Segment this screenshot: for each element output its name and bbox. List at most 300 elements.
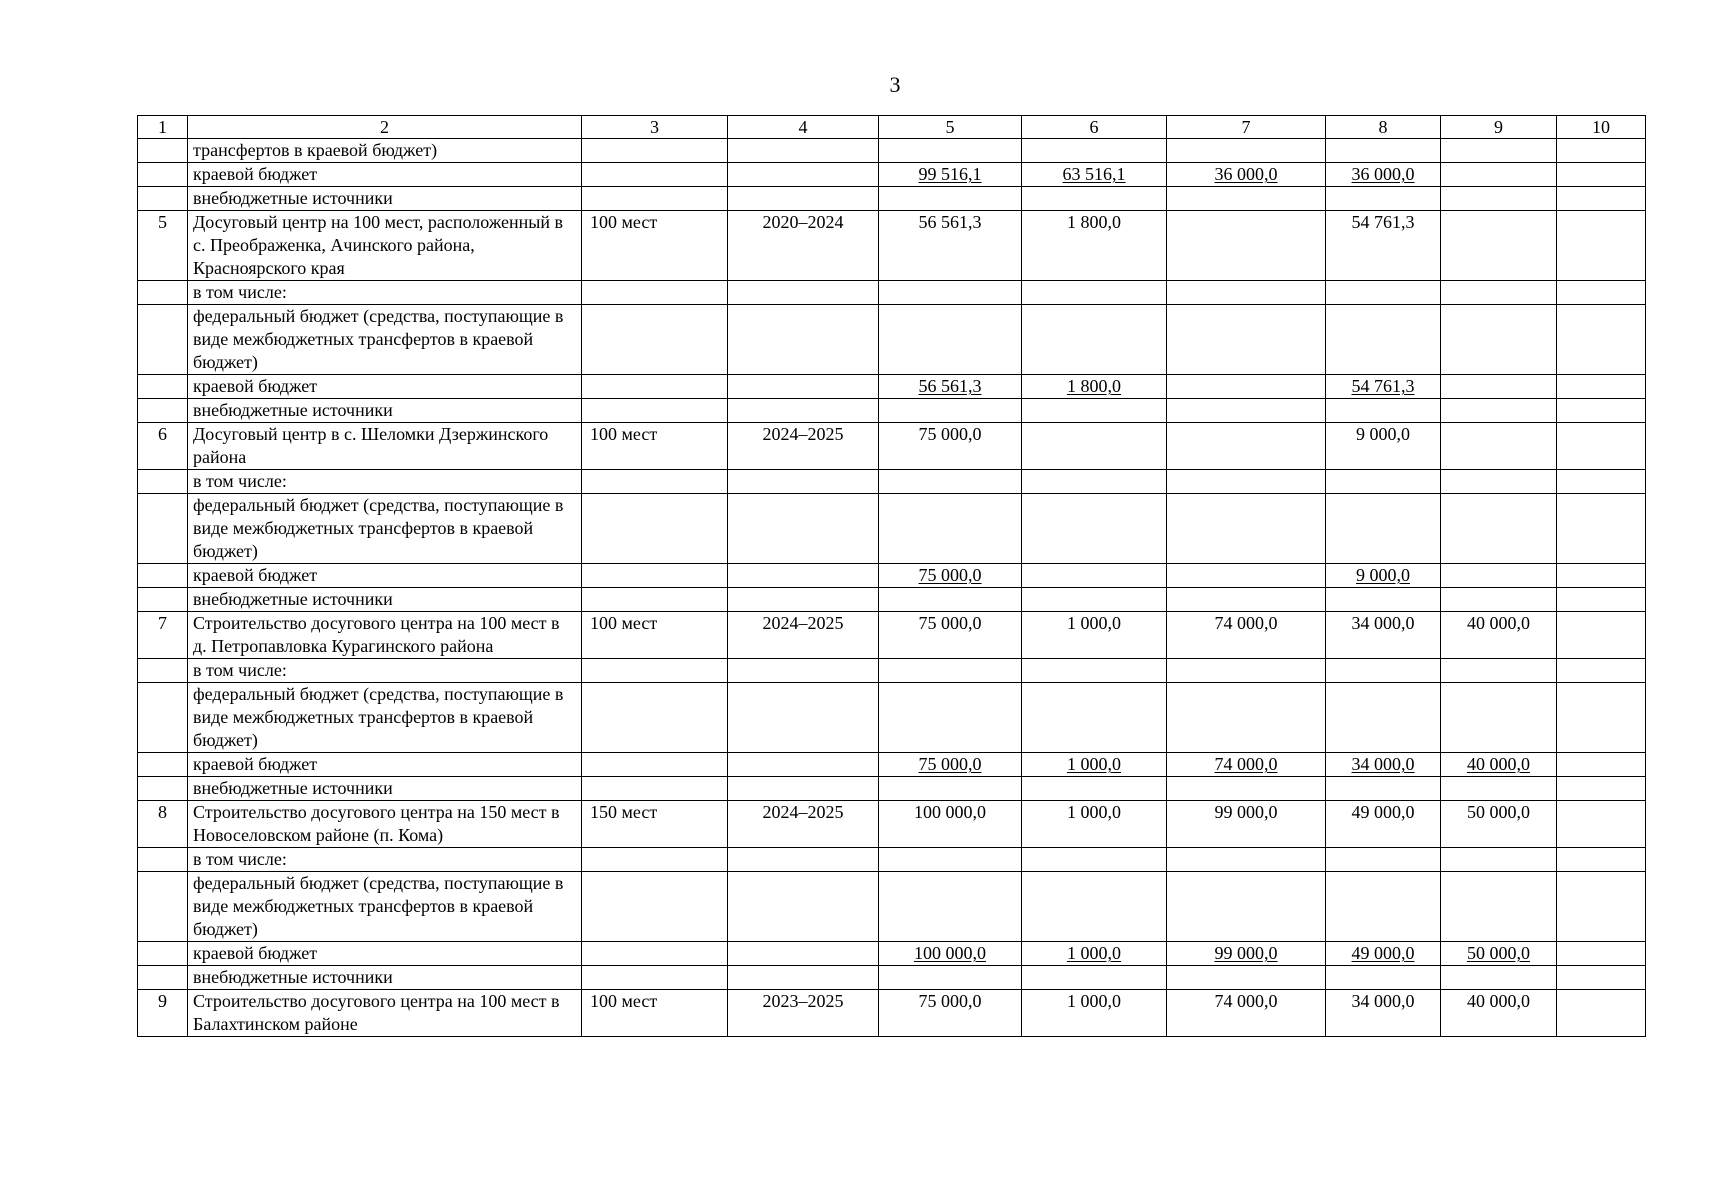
cell-text: в том числе: [193, 282, 287, 302]
cell-v10 [1557, 683, 1646, 753]
cell-v9 [1441, 423, 1557, 470]
cell-capacity [582, 990, 728, 1037]
cell-v7 [1167, 612, 1326, 659]
cell-period [728, 470, 879, 494]
table-row [138, 399, 1646, 423]
cell-v7 [1167, 990, 1326, 1037]
table-body [138, 116, 1646, 1037]
cell-name [188, 683, 582, 753]
cell-text: в том числе: [193, 660, 287, 680]
cell-v7 [1167, 399, 1326, 423]
cell-v6 [1022, 211, 1167, 281]
cell-name [188, 281, 582, 305]
cell-v7 [1167, 753, 1326, 777]
cell-text: 99 000,0 [1214, 802, 1278, 822]
cell-v9 [1441, 659, 1557, 683]
cell-v10 [1557, 990, 1646, 1037]
cell-text: в том числе: [193, 849, 287, 869]
table-row [138, 305, 1646, 375]
cell-period [728, 753, 879, 777]
cell-v8 [1326, 966, 1441, 990]
cell-v10 [1557, 872, 1646, 942]
cell-v5 [879, 375, 1022, 399]
cell-text: краевой бюджет [193, 754, 318, 774]
cell-v5 [879, 564, 1022, 588]
cell-v9 [1441, 753, 1557, 777]
cell-v7 [1167, 966, 1326, 990]
table-row [138, 494, 1646, 564]
cell-v5 [879, 612, 1022, 659]
cell-period [728, 399, 879, 423]
cell-text: краевой бюджет [193, 565, 318, 585]
cell-no [138, 612, 188, 659]
cell-v10 [1557, 399, 1646, 423]
cell-text: внебюджетные источники [193, 967, 393, 987]
cell-no [138, 588, 188, 612]
table-row [138, 801, 1646, 848]
cell-no [138, 281, 188, 305]
cell-v9 [1441, 399, 1557, 423]
cell-text: 2023–2025 [762, 991, 844, 1011]
cell-no [138, 163, 188, 187]
cell-name [188, 588, 582, 612]
cell-no [138, 990, 188, 1037]
cell-period [728, 801, 879, 848]
cell-text: 74 000,0 [1214, 991, 1278, 1011]
cell-no [138, 872, 188, 942]
cell-no [138, 659, 188, 683]
cell-no [138, 305, 188, 375]
table-row [138, 281, 1646, 305]
cell-v8 [1326, 659, 1441, 683]
cell-period [728, 942, 879, 966]
cell-v7 [1167, 305, 1326, 375]
cell-v9 [1441, 163, 1557, 187]
cell-v8 [1326, 470, 1441, 494]
cell-no [138, 942, 188, 966]
cell-v5 [879, 470, 1022, 494]
cell-text: 54 761,3 [1351, 376, 1415, 396]
cell-text: 50 000,0 [1467, 802, 1530, 822]
table-row [138, 211, 1646, 281]
cell-text: Досуговый центр в с. Шеломки Дзержинского района [193, 424, 549, 467]
cell-text: 63 516,1 [1062, 164, 1126, 184]
cell-capacity [582, 163, 728, 187]
cell-v10 [1557, 305, 1646, 375]
cell-no [138, 777, 188, 801]
cell-v8 [1326, 753, 1441, 777]
column-header-7: 7 [1167, 116, 1326, 139]
cell-text: 6 [158, 424, 167, 444]
cell-v9 [1441, 187, 1557, 211]
cell-v9 [1441, 801, 1557, 848]
cell-v8 [1326, 848, 1441, 872]
table-row [138, 872, 1646, 942]
column-header-6: 6 [1022, 116, 1167, 139]
cell-period [728, 588, 879, 612]
cell-period [728, 375, 879, 399]
table-row [138, 777, 1646, 801]
cell-name [188, 659, 582, 683]
cell-text: 40 000,0 [1467, 754, 1530, 774]
cell-v6 [1022, 281, 1167, 305]
cell-v10 [1557, 211, 1646, 281]
cell-v9 [1441, 564, 1557, 588]
cell-capacity [582, 872, 728, 942]
cell-v5 [879, 848, 1022, 872]
cell-v8 [1326, 139, 1441, 163]
cell-v6 [1022, 564, 1167, 588]
cell-name [188, 990, 582, 1037]
cell-v9 [1441, 777, 1557, 801]
cell-period [728, 423, 879, 470]
cell-text: 74 000,0 [1214, 754, 1278, 774]
cell-v7 [1167, 848, 1326, 872]
cell-v8 [1326, 281, 1441, 305]
cell-v10 [1557, 375, 1646, 399]
cell-v10 [1557, 659, 1646, 683]
cell-v8 [1326, 612, 1441, 659]
cell-v5 [879, 872, 1022, 942]
cell-text: 1 800,0 [1067, 376, 1121, 396]
cell-v5 [879, 139, 1022, 163]
cell-text: 99 000,0 [1214, 943, 1278, 963]
cell-v8 [1326, 423, 1441, 470]
cell-v8 [1326, 801, 1441, 848]
cell-v6 [1022, 423, 1167, 470]
cell-no [138, 848, 188, 872]
cell-capacity [582, 305, 728, 375]
cell-v7 [1167, 659, 1326, 683]
cell-v7 [1167, 942, 1326, 966]
cell-v7 [1167, 139, 1326, 163]
cell-capacity [582, 753, 728, 777]
cell-text: Строительство досугового центра на 150 мест в Новоселовском районе (п. Кома) [193, 802, 560, 845]
cell-no [138, 211, 188, 281]
cell-capacity [582, 683, 728, 753]
cell-text: 56 561,3 [918, 376, 982, 396]
cell-v5 [879, 753, 1022, 777]
table-row [138, 588, 1646, 612]
cell-period [728, 305, 879, 375]
cell-no [138, 801, 188, 848]
cell-no [138, 494, 188, 564]
cell-capacity [582, 588, 728, 612]
cell-v6 [1022, 470, 1167, 494]
cell-v9 [1441, 990, 1557, 1037]
cell-text: Строительство досугового центра на 100 мест в Балахтинском районе [193, 991, 560, 1034]
cell-v10 [1557, 612, 1646, 659]
cell-capacity [582, 564, 728, 588]
cell-v5 [879, 801, 1022, 848]
cell-v6 [1022, 399, 1167, 423]
cell-v6 [1022, 187, 1167, 211]
cell-text: 49 000,0 [1351, 943, 1415, 963]
cell-period [728, 494, 879, 564]
cell-v8 [1326, 942, 1441, 966]
cell-no [138, 753, 188, 777]
cell-text: 74 000,0 [1214, 613, 1278, 633]
cell-v8 [1326, 163, 1441, 187]
cell-no [138, 966, 188, 990]
cell-v10 [1557, 470, 1646, 494]
cell-capacity [582, 966, 728, 990]
cell-v5 [879, 187, 1022, 211]
cell-v7 [1167, 187, 1326, 211]
cell-v5 [879, 399, 1022, 423]
cell-v9 [1441, 872, 1557, 942]
cell-text: 56 561,3 [918, 212, 982, 232]
budget-table [137, 115, 1646, 1037]
cell-no [138, 399, 188, 423]
cell-v7 [1167, 683, 1326, 753]
cell-text: 36 000,0 [1214, 164, 1278, 184]
cell-v5 [879, 588, 1022, 612]
cell-text: 99 516,1 [918, 164, 982, 184]
cell-v10 [1557, 777, 1646, 801]
cell-name [188, 211, 582, 281]
cell-name [188, 139, 582, 163]
cell-v9 [1441, 211, 1557, 281]
table-row [138, 375, 1646, 399]
cell-name [188, 753, 582, 777]
cell-text: 75 000,0 [918, 754, 982, 774]
cell-text: 2024–2025 [762, 424, 844, 444]
table-row [138, 659, 1646, 683]
cell-no [138, 470, 188, 494]
column-header-2: 2 [188, 116, 582, 139]
cell-text: 100 мест [590, 613, 658, 633]
cell-capacity [582, 187, 728, 211]
table-row [138, 753, 1646, 777]
cell-text: 40 000,0 [1467, 991, 1530, 1011]
cell-capacity [582, 942, 728, 966]
cell-v6 [1022, 494, 1167, 564]
table-row [138, 942, 1646, 966]
cell-text: 100 мест [590, 212, 658, 232]
cell-v8 [1326, 187, 1441, 211]
column-header-5: 5 [879, 116, 1022, 139]
cell-text: 49 000,0 [1351, 802, 1415, 822]
cell-capacity [582, 399, 728, 423]
cell-text: 75 000,0 [918, 613, 982, 633]
cell-v8 [1326, 588, 1441, 612]
cell-period [728, 990, 879, 1037]
cell-text: краевой бюджет [193, 164, 318, 184]
cell-text: федеральный бюджет (средства, поступающие в виде межбюджетных трансфертов в краевой бюджет) [193, 684, 564, 750]
cell-v8 [1326, 375, 1441, 399]
cell-v6 [1022, 942, 1167, 966]
cell-no [138, 564, 188, 588]
column-header-10: 10 [1557, 116, 1646, 139]
cell-v6 [1022, 659, 1167, 683]
cell-text: внебюджетные источники [193, 188, 393, 208]
column-header-3: 3 [582, 116, 728, 139]
cell-v7 [1167, 494, 1326, 564]
cell-v10 [1557, 942, 1646, 966]
cell-capacity [582, 211, 728, 281]
cell-v5 [879, 281, 1022, 305]
cell-text: Строительство досугового центра на 100 мест в д. Петропавловка Курагинского района [193, 613, 560, 656]
table-row [138, 187, 1646, 211]
cell-v8 [1326, 990, 1441, 1037]
cell-v6 [1022, 990, 1167, 1037]
column-header-1: 1 [138, 116, 188, 139]
cell-v8 [1326, 777, 1441, 801]
cell-no [138, 187, 188, 211]
cell-capacity [582, 139, 728, 163]
table-row [138, 423, 1646, 470]
cell-v9 [1441, 494, 1557, 564]
cell-text: 1 000,0 [1067, 991, 1121, 1011]
cell-text: 34 000,0 [1351, 991, 1415, 1011]
cell-v6 [1022, 683, 1167, 753]
cell-v7 [1167, 801, 1326, 848]
cell-v10 [1557, 848, 1646, 872]
cell-v5 [879, 423, 1022, 470]
cell-period [728, 211, 879, 281]
cell-text: 75 000,0 [918, 991, 982, 1011]
cell-v5 [879, 305, 1022, 375]
cell-capacity [582, 848, 728, 872]
cell-v6 [1022, 848, 1167, 872]
cell-v8 [1326, 564, 1441, 588]
cell-no [138, 423, 188, 470]
cell-v5 [879, 163, 1022, 187]
cell-v5 [879, 777, 1022, 801]
cell-period [728, 612, 879, 659]
cell-v8 [1326, 494, 1441, 564]
cell-v6 [1022, 753, 1167, 777]
cell-capacity [582, 659, 728, 683]
cell-text: 1 000,0 [1067, 802, 1121, 822]
table-row [138, 470, 1646, 494]
cell-v7 [1167, 211, 1326, 281]
cell-v9 [1441, 139, 1557, 163]
cell-name [188, 163, 582, 187]
cell-name [188, 494, 582, 564]
table-row [138, 990, 1646, 1037]
cell-v9 [1441, 375, 1557, 399]
cell-name [188, 872, 582, 942]
cell-period [728, 281, 879, 305]
cell-text: 100 000,0 [914, 943, 986, 963]
cell-v10 [1557, 139, 1646, 163]
cell-v9 [1441, 612, 1557, 659]
cell-v10 [1557, 753, 1646, 777]
cell-v7 [1167, 470, 1326, 494]
cell-v9 [1441, 848, 1557, 872]
cell-name [188, 399, 582, 423]
cell-v9 [1441, 470, 1557, 494]
cell-text: 40 000,0 [1467, 613, 1530, 633]
cell-v6 [1022, 801, 1167, 848]
cell-v7 [1167, 281, 1326, 305]
cell-text: 9 000,0 [1356, 565, 1410, 585]
cell-v9 [1441, 305, 1557, 375]
cell-v7 [1167, 423, 1326, 470]
table-row [138, 612, 1646, 659]
cell-capacity [582, 375, 728, 399]
cell-text: 1 000,0 [1067, 943, 1121, 963]
cell-text: 100 мест [590, 424, 658, 444]
cell-period [728, 659, 879, 683]
cell-v6 [1022, 375, 1167, 399]
cell-capacity [582, 494, 728, 564]
cell-text: 2024–2025 [762, 613, 844, 633]
cell-capacity [582, 612, 728, 659]
cell-v5 [879, 683, 1022, 753]
cell-v9 [1441, 683, 1557, 753]
cell-period [728, 139, 879, 163]
cell-text: 8 [158, 802, 167, 822]
cell-text: 7 [158, 613, 167, 633]
cell-v10 [1557, 423, 1646, 470]
cell-v10 [1557, 187, 1646, 211]
cell-text: краевой бюджет [193, 376, 318, 396]
cell-v7 [1167, 375, 1326, 399]
cell-text: 100 000,0 [914, 802, 986, 822]
cell-v7 [1167, 872, 1326, 942]
cell-v5 [879, 211, 1022, 281]
cell-text: 1 000,0 [1067, 754, 1121, 774]
page-number: 3 [889, 72, 901, 97]
cell-capacity [582, 470, 728, 494]
cell-period [728, 683, 879, 753]
table-row [138, 683, 1646, 753]
cell-v5 [879, 990, 1022, 1037]
table-row [138, 163, 1646, 187]
cell-v5 [879, 966, 1022, 990]
cell-name [188, 848, 582, 872]
cell-text: федеральный бюджет (средства, поступающие в виде межбюджетных трансфертов в краевой бюджет) [193, 306, 564, 372]
cell-v6 [1022, 612, 1167, 659]
cell-name [188, 612, 582, 659]
cell-text: 9 [158, 991, 167, 1011]
cell-text: 34 000,0 [1351, 754, 1415, 774]
column-header-4: 4 [728, 116, 879, 139]
cell-text: внебюджетные источники [193, 589, 393, 609]
cell-v9 [1441, 942, 1557, 966]
cell-text: внебюджетные источники [193, 778, 393, 798]
cell-no [138, 683, 188, 753]
cell-name [188, 375, 582, 399]
cell-text: краевой бюджет [193, 943, 318, 963]
cell-name [188, 801, 582, 848]
cell-name [188, 423, 582, 470]
cell-v7 [1167, 588, 1326, 612]
cell-text: 150 мест [590, 802, 658, 822]
cell-v10 [1557, 588, 1646, 612]
cell-text: 54 761,3 [1351, 212, 1415, 232]
cell-v7 [1167, 777, 1326, 801]
cell-v6 [1022, 305, 1167, 375]
cell-period [728, 564, 879, 588]
cell-text: 50 000,0 [1467, 943, 1530, 963]
cell-v7 [1167, 564, 1326, 588]
table-row [138, 139, 1646, 163]
cell-v10 [1557, 281, 1646, 305]
cell-v10 [1557, 801, 1646, 848]
cell-text: 75 000,0 [918, 565, 982, 585]
column-header-8: 8 [1326, 116, 1441, 139]
cell-v6 [1022, 163, 1167, 187]
cell-name [188, 942, 582, 966]
cell-name [188, 305, 582, 375]
cell-text: 2024–2025 [762, 802, 844, 822]
cell-name [188, 966, 582, 990]
cell-capacity [582, 801, 728, 848]
